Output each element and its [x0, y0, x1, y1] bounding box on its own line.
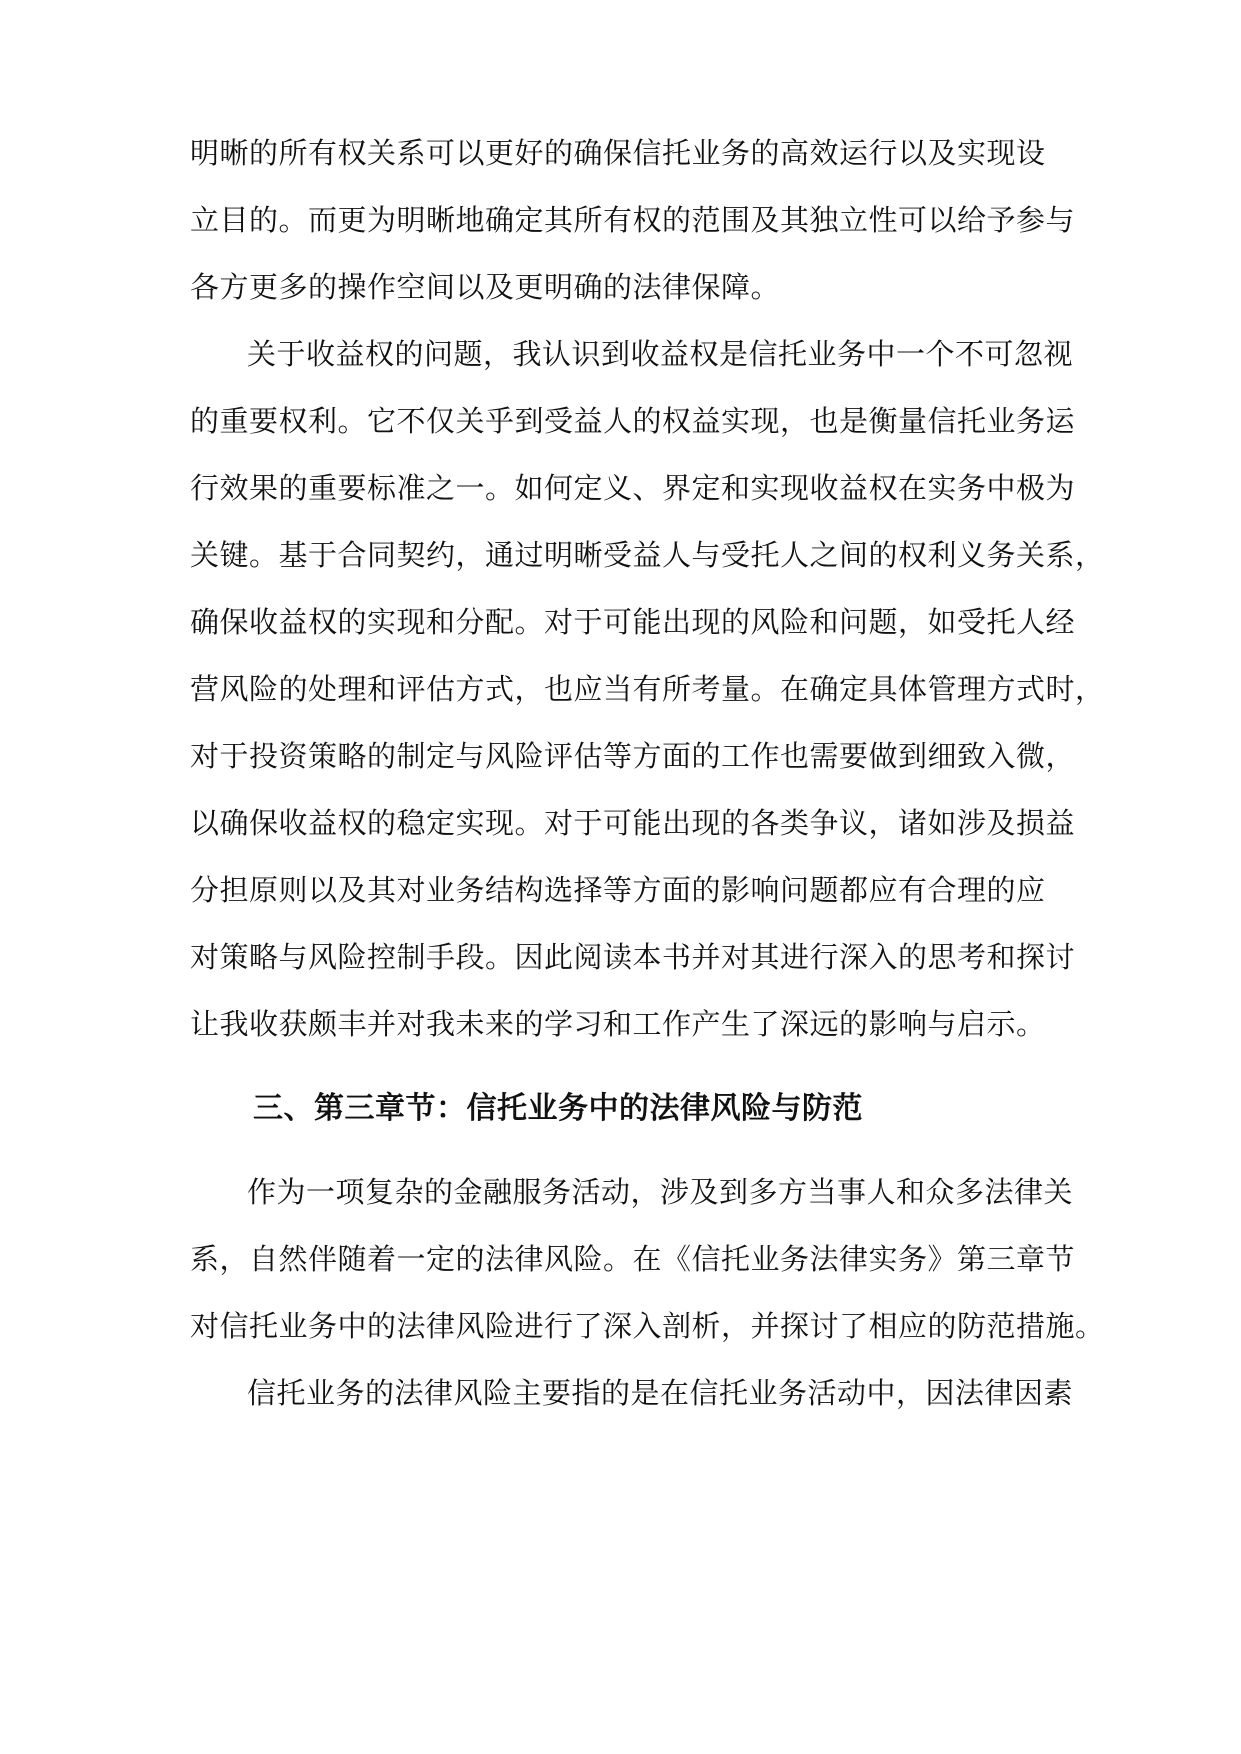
paragraph-1-line-1: 明晰的所有权关系可以更好的确保信托业务的高效运行以及实现设 — [190, 136, 1046, 170]
paragraph-3-line-3: 对信托业务中的法律风险进行了深入剖析，并探讨了相应的防范措施。 — [190, 1309, 1105, 1343]
paragraph-2-line-8: 以确保收益权的稳定实现。对于可能出现的各类争议，诸如涉及损益 — [190, 806, 1076, 840]
paragraph-2-line-11: 让我收获颇丰并对我未来的学习和工作产生了深远的影响与启示。 — [190, 1007, 1046, 1041]
paragraph-2-line-7: 对于投资策略的制定与风险评估等方面的工作也需要做到细致入微， — [190, 739, 1076, 773]
paragraph-3-line-1: 作为一项复杂的金融服务活动，涉及到多方当事人和众多法律关 — [247, 1175, 1074, 1209]
paragraph-2-line-2: 的重要权利。它不仅关乎到受益人的权益实现，也是衡量信托业务运 — [190, 404, 1076, 438]
paragraph-2-line-10: 对策略与风险控制手段。因此阅读本书并对其进行深入的思考和探讨 — [190, 940, 1076, 974]
section-heading: 三、第三章节：信托业务中的法律风险与防范 — [253, 1091, 863, 1126]
paragraph-1-line-2: 立目的。而更为明晰地确定其所有权的范围及其独立性可以给予参与 — [190, 203, 1076, 237]
paragraph-1-line-3: 各方更多的操作空间以及更明确的法律保障。 — [190, 270, 781, 304]
paragraph-2-line-1: 关于收益权的问题，我认识到收益权是信托业务中一个不可忽视 — [247, 337, 1074, 371]
paragraph-2-line-3: 行效果的重要标准之一。如何定义、界定和实现收益权在实务中极为 — [190, 471, 1076, 505]
paragraph-4-line-1: 信托业务的法律风险主要指的是在信托业务活动中，因法律因素 — [247, 1376, 1074, 1410]
paragraph-2-line-6: 营风险的处理和评估方式，也应当有所考量。在确定具体管理方式时， — [190, 672, 1105, 706]
paragraph-2-line-4: 关键。基于合同契约，通过明晰受益人与受托人之间的权利义务关系， — [190, 538, 1105, 572]
paragraph-2-line-5: 确保收益权的实现和分配。对于可能出现的风险和问题，如受托人经 — [190, 605, 1076, 639]
paragraph-2-line-9: 分担原则以及其对业务结构选择等方面的影响问题都应有合理的应 — [190, 873, 1046, 907]
paragraph-3-line-2: 系，自然伴随着一定的法律风险。在《信托业务法律实务》第三章节 — [190, 1242, 1076, 1276]
